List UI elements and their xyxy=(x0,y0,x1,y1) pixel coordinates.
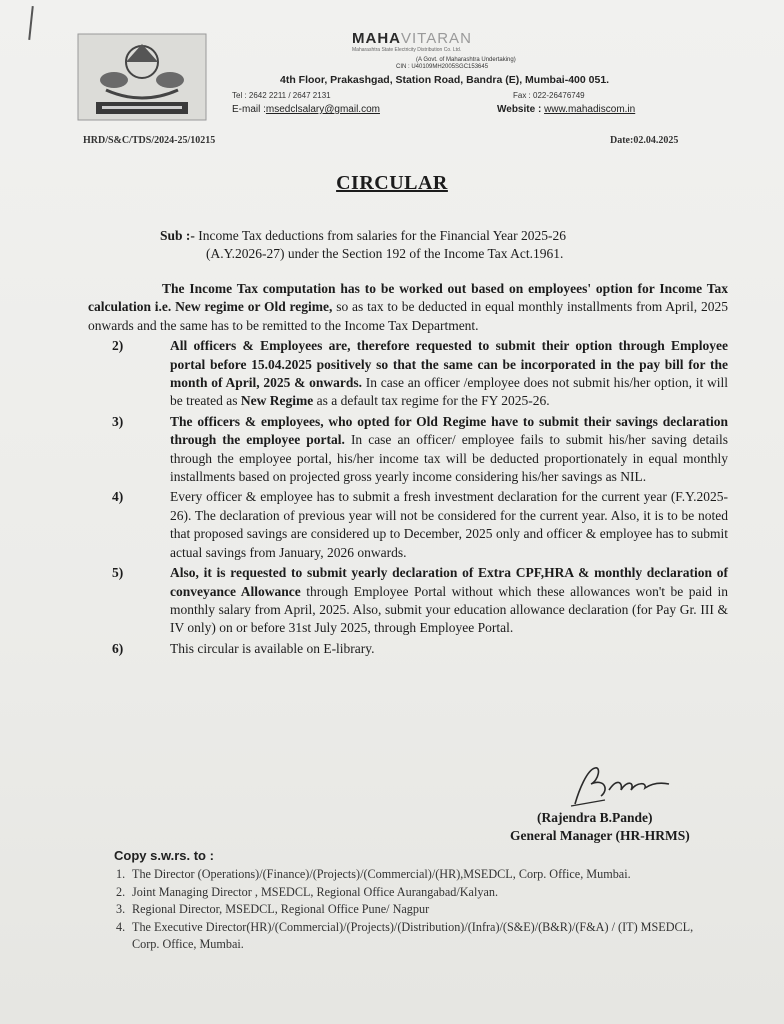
website-line xyxy=(497,104,635,115)
circular-date: Date:02.04.2025 xyxy=(610,135,679,146)
list-item: 3) The officers & employees, who opted for Old Regime have to submit their savings declaration through the employee portal. In case an officer/ employee fails to submit his/her saving details through the employee portal, his/her income tax will be deducted proportionately in equal monthly installments based on projected gross yearly income considering his/her savings as NIL. xyxy=(112,413,728,485)
subject-label: Sub :- xyxy=(160,228,195,243)
email-label: E-mail : xyxy=(232,104,266,115)
office-address: 4th Floor, Prakashgad, Station Road, Bandra (E), Mumbai-400 051. xyxy=(280,74,610,86)
intro-paragraph xyxy=(88,280,728,335)
page-title: CIRCULAR xyxy=(336,172,448,194)
fax: Fax : 022-26476749 xyxy=(513,91,585,100)
signatory-designation: General Manager (HR-HRMS) xyxy=(510,828,690,843)
cin-number: CIN : U40109MH2005SGC153645 xyxy=(396,64,489,70)
email-line xyxy=(232,104,380,115)
copy-to-heading: Copy s.w.rs. to : xyxy=(114,848,214,863)
circular-body xyxy=(88,280,728,658)
mahavitaran-logo: MAHAVITARAN xyxy=(352,30,472,47)
company-subline: Maharashtra State Electricity Distribution Co. Ltd. xyxy=(352,47,462,53)
list-item: 5) Also, it is requested to submit yearly declaration of Extra CPF,HRA & monthly declaration of conveyance Allowance through Employee Portal without which these allowances won't be paid in monthly salary from April, 2025. Also, submit your education allowance declaration (for Pay Gr. III & IV only) on or before 31st July 2025, through Employee Portal. xyxy=(112,565,728,636)
copy-to-list xyxy=(116,866,696,954)
subject-line-1: Income Tax deductions from salaries for the Financial Year 2025-26 xyxy=(198,228,566,243)
list-item: 4) Every officer & employee has to submit a fresh investment declaration for the current year (F.Y.2025-26). The declaration of previous year will not be considered for the current year. Also, it is to be noted that proposed savings are considered up to December, 2025 only and officer & employee has to submit actual savings from January, 2026 onwards. xyxy=(112,489,728,560)
copy-to-item: 4. The Executive Director(HR)/(Commercial)/(Projects)/(Distribution)/(Infra)/(S&E)/(B&R)/(F&A) / (IT) MSEDCL, Corp. Office, Mumbai. xyxy=(116,919,694,951)
copy-to-item: 3. Regional Director, MSEDCL, Regional Office Pune/ Nagpur xyxy=(116,902,430,916)
intro-bold: The Income Tax computation has to be worked out based on employees' option for Income Tax calculation i.e. New regime or Old regime, xyxy=(88,281,728,315)
copy-to-item: 1. The Director (Operations)/(Finance)/(Projects)/(Commercial)/(HR),MSEDCL, Corp. Office, Mumbai. xyxy=(116,867,631,881)
gov-undertaking-line: (A Govt. of Maharashtra Undertaking) xyxy=(416,57,516,63)
list-item: 2) All officers & Employees are, therefore requested to submit their option through Employee portal before 15.04.2025 positively so that the same can be incorporated in the pay bill for the month of April, 2025 & onwards. In case an officer /employee does not submit his/her option, it will be treated as New Regime as a default tax regime for the FY 2025-26. xyxy=(112,338,729,409)
reference-number: HRD/S&C/TDS/2024-25/10215 xyxy=(83,135,216,146)
list-item: 6) This circular is available on E-library. xyxy=(112,640,375,656)
pen-mark xyxy=(28,6,34,40)
subject xyxy=(160,227,700,263)
state-emblem-icon xyxy=(76,32,208,122)
email-link[interactable]: msedclsalary@gmail.com xyxy=(265,104,380,115)
telephone: Tel : 2642 2211 / 2647 2131 xyxy=(232,91,331,100)
intro-text: so as tax to be deducted in equal monthly installments from April, 2025 onwards and the same has to be remitted to the Income Tax Department. xyxy=(88,299,728,333)
website-label: Website : xyxy=(497,104,542,115)
copy-to-item: 2. Joint Managing Director , MSEDCL, Regional Office Aurangabad/Kalyan. xyxy=(116,884,498,899)
signatory-name: (Rajendra B.Pande) xyxy=(537,810,653,825)
subject-line-2: (A.Y.2026-27) under the Section 192 of the Income Tax Act.1961. xyxy=(206,246,564,261)
website-link[interactable]: www.mahadiscom.in xyxy=(544,104,636,115)
signature-icon xyxy=(565,760,685,808)
